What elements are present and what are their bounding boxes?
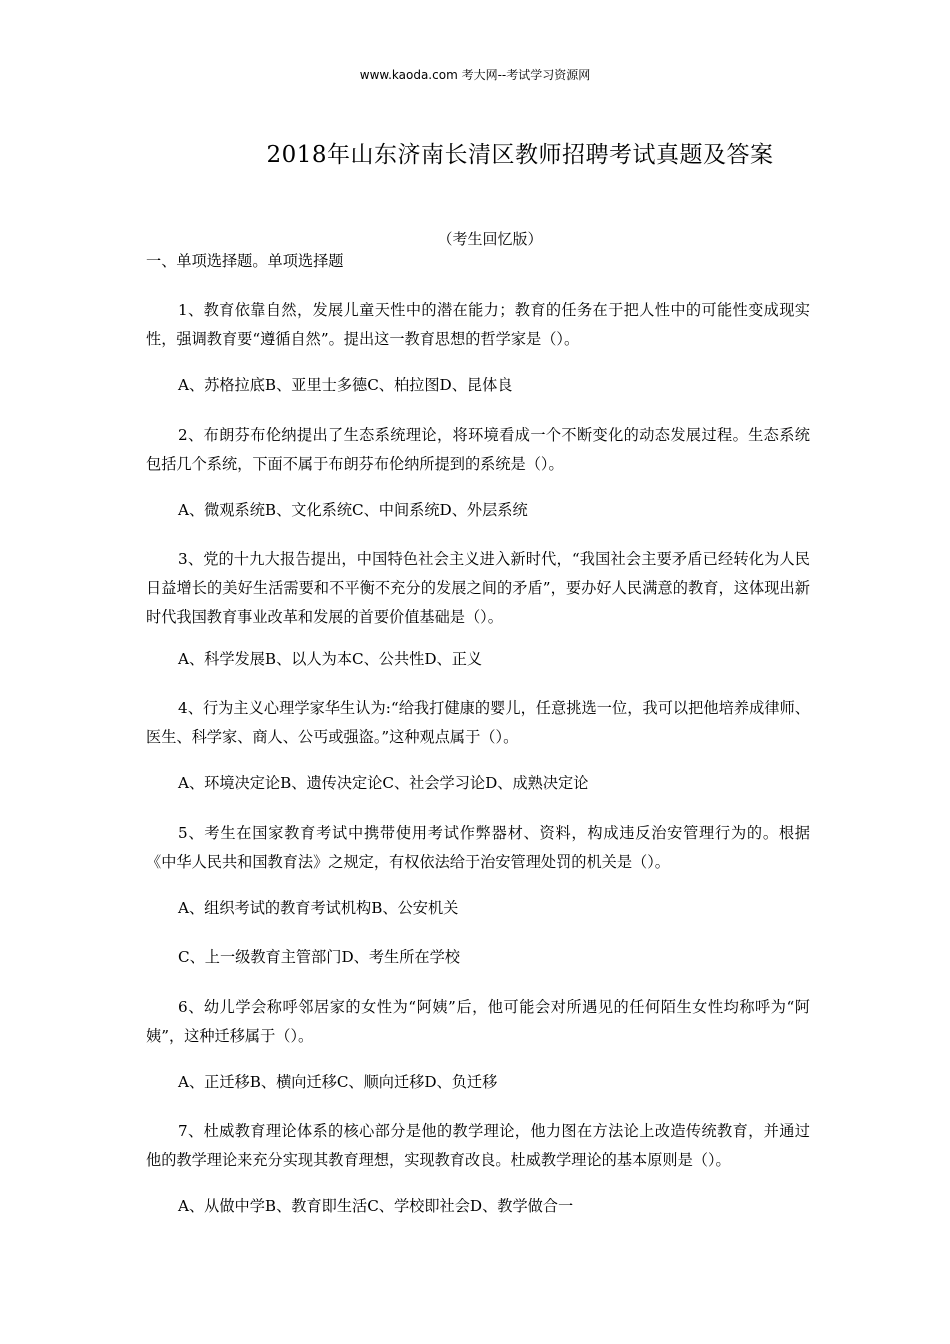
question-6-options: A、正迁移B、横向迁移C、顺向迁移D、负迁移 xyxy=(178,1073,498,1091)
question-3: 3、党的十九大报告提出，中国特色社会主义进入新时代，“我国社会主要矛盾已经转化为人民日益增长的美好生活需要和不平衡不充分的发展之间的矛盾”，要办好人民满意的教育，这体现出新时代我国教育事业改革和发展的首要价值基础是（）。 xyxy=(146,550,810,626)
question-4-options: A、环境决定论B、遗传决定论C、社会学习论D、成熟决定论 xyxy=(178,774,589,792)
question-5-options-2: C、上一级教育主管部门D、考生所在学校 xyxy=(178,948,460,966)
site-header: www.kaoda.com 考大网--考试学习资源网 xyxy=(359,68,591,82)
question-1: 1、教育依靠自然，发展儿童天性中的潜在能力；教育的任务在于把人性中的可能性变成现实性，强调教育要“遵循自然”。提出这一教育思想的哲学家是（）。 xyxy=(146,301,810,348)
question-5-options-1: A、组织考试的教育考试机构B、公安机关 xyxy=(178,899,459,917)
section-heading: 一、单项选择题。单项选择题 xyxy=(146,252,344,270)
question-4: 4、行为主义心理学家华生认为:“给我打健康的婴儿，任意挑选一位，我可以把他培养成律师、医生、科学家、商人、公丐或强盗。”这种观点属于（）。 xyxy=(146,699,810,746)
question-7: 7、杜威教育理论体系的核心部分是他的教学理论，他力图在方法论上改造传统教育，并通过他的教学理论来充分实现其教育理想，实现教育改良。杜威教学理论的基本原则是（）。 xyxy=(146,1122,810,1169)
question-2: 2、布朗芬布伦纳提出了生态系统理论，将环境看成一个不断变化的动态发展过程。生态系统包括几个系统，下面不属于布朗芬布伦纳所提到的系统是（）。 xyxy=(146,426,810,473)
question-3-options: A、科学发展B、以人为本C、公共性D、正义 xyxy=(178,650,483,668)
question-2-options: A、微观系统B、文化系统C、中间系统D、外层系统 xyxy=(178,501,528,519)
page-title: 2018年山东济南长清区教师招聘考试真题及答案 xyxy=(266,142,774,168)
question-6: 6、幼儿学会称呼邻居家的女性为“阿姨”后，他可能会对所遇见的任何陌生女性均称呼为“阿姨”，这种迁移属于（）。 xyxy=(146,998,810,1045)
question-5: 5、考生在国家教育考试中携带使用考试作弊器材、资料，构成违反治安管理行为的。根据《中华人民共和国教育法》之规定，有权依法给于治安管理处罚的机关是（）。 xyxy=(146,824,810,871)
question-1-options: A、苏格拉底B、亚里士多德C、柏拉图D、昆体良 xyxy=(178,376,513,394)
subtitle: （考生回忆版） xyxy=(437,230,543,248)
question-7-options: A、从做中学B、教育即生活C、学校即社会D、教学做合一 xyxy=(178,1197,574,1215)
